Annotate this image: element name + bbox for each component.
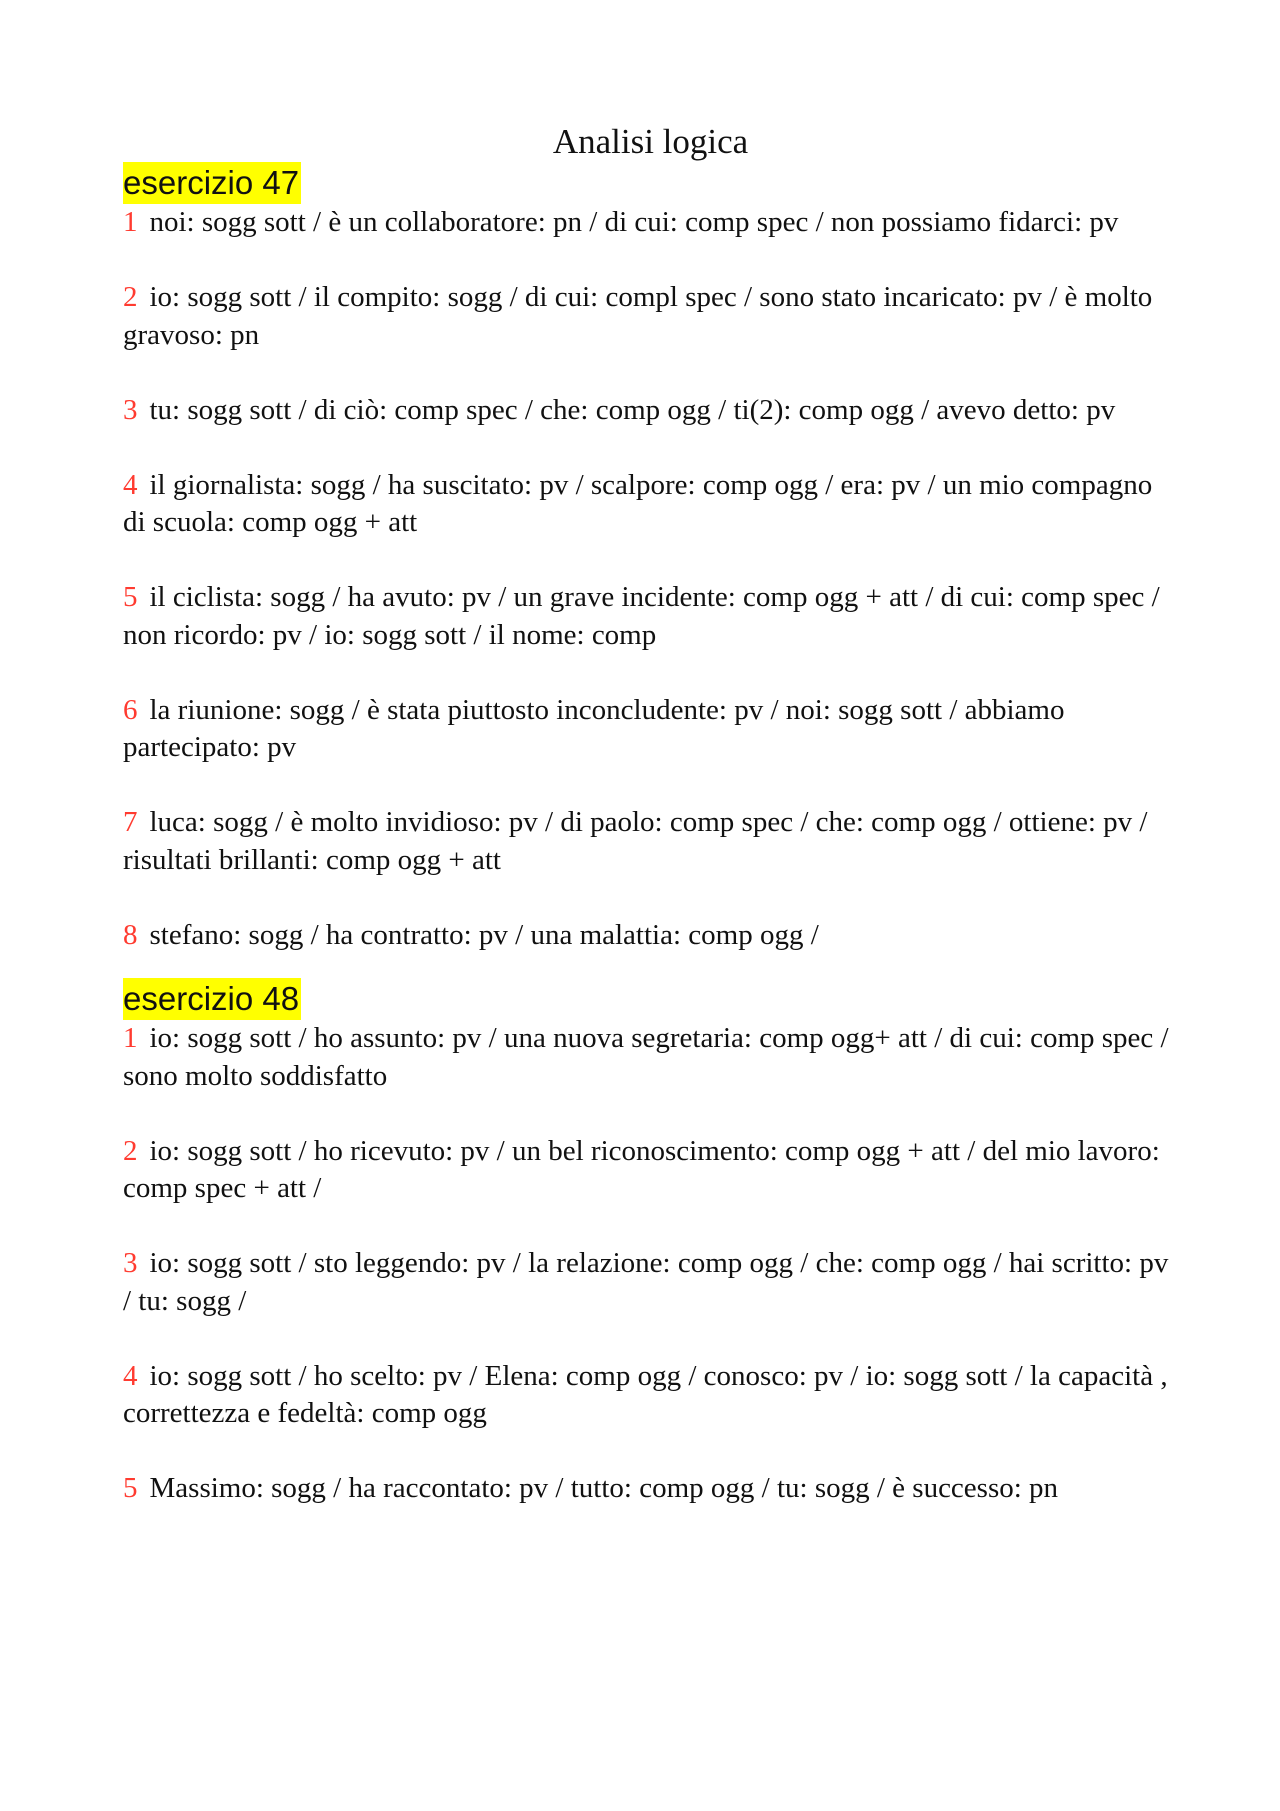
item-number: 5 [123,581,138,613]
list-item [123,917,1178,955]
item-text: il ciclista: sogg / ha avuto: pv / un grave incidente: comp ogg + att / di cui: comp spec / non ricordo: pv / io: sogg sott / il nome: comp [123,581,1160,651]
list-item [123,279,1178,354]
item-number: 6 [123,693,138,726]
item-number: 4 [123,468,138,501]
item-number: 1 [123,206,138,238]
item-text: io: sogg sott / sto leggendo: pv / la relazione: comp ogg / che: comp ogg / hai scritto: pv / tu: sogg / [123,1247,1169,1317]
item-number: 2 [123,281,138,313]
item-number: 4 [123,1359,138,1392]
list-item [123,804,1178,879]
list-item [123,579,1178,654]
exercise-heading: esercizio 48 [123,978,301,1020]
list-item [123,692,1178,767]
exercise-48-section [123,978,1178,1508]
list-item [123,204,1178,242]
item-number: 7 [123,806,138,838]
item-text: stefano: sogg / ha contratto: pv / una malattia: comp ogg / [149,918,819,951]
list-item [123,1358,1178,1433]
item-text: Massimo: sogg / ha raccontato: pv / tutto: comp ogg / tu: sogg / è successo: pn [149,1472,1059,1504]
list-item [123,392,1178,430]
item-number: 2 [123,1134,138,1167]
item-text: io: sogg sott / ho ricevuto: pv / un bel riconoscimento: comp ogg + att / del mio lavoro: comp spec + att / [123,1134,1160,1204]
exercise-heading: esercizio 47 [123,162,301,204]
item-text: luca: sogg / è molto invidioso: pv / di paolo: comp spec / che: comp ogg / ottiene: pv / risultati brillanti: comp ogg + att [123,806,1148,876]
item-text: io: sogg sott / il compito: sogg / di cui: compl spec / sono stato incaricato: pv / è molto gravoso: pn [123,281,1153,351]
item-number: 3 [123,393,138,426]
item-number: 5 [123,1472,138,1504]
document-page [123,122,1178,1545]
item-text: io: sogg sott / ho scelto: pv / Elena: comp ogg / conosco: pv / io: sogg sott / la capacità , correttezza e fedeltà: comp ogg [123,1359,1168,1429]
item-text: la riunione: sogg / è stata piuttosto inconcludente: pv / noi: sogg sott / abbiamo partecipato: pv [123,693,1065,763]
item-text: il giornalista: sogg / ha suscitato: pv / scalpore: comp ogg / era: pv / un mio compagno di scuola: comp ogg + att [123,468,1153,538]
list-item [123,1020,1178,1095]
item-text: io: sogg sott / ho assunto: pv / una nuova segretaria: comp ogg+ att / di cui: comp spec / sono molto soddisfatto [123,1022,1169,1092]
item-number: 1 [123,1022,138,1054]
item-text: tu: sogg sott / di ciò: comp spec / che: comp ogg / ti(2): comp ogg / avevo detto: pv [149,393,1116,426]
item-text: noi: sogg sott / è un collaboratore: pn / di cui: comp spec / non possiamo fidarci: pv [149,206,1119,238]
exercise-47-section [123,162,1178,954]
list-item [123,1470,1178,1508]
document-title: Analisi logica [552,122,749,161]
item-number: 8 [123,918,138,951]
list-item [123,1245,1178,1320]
list-item [123,1133,1178,1208]
item-number: 3 [123,1247,138,1279]
list-item [123,467,1178,542]
